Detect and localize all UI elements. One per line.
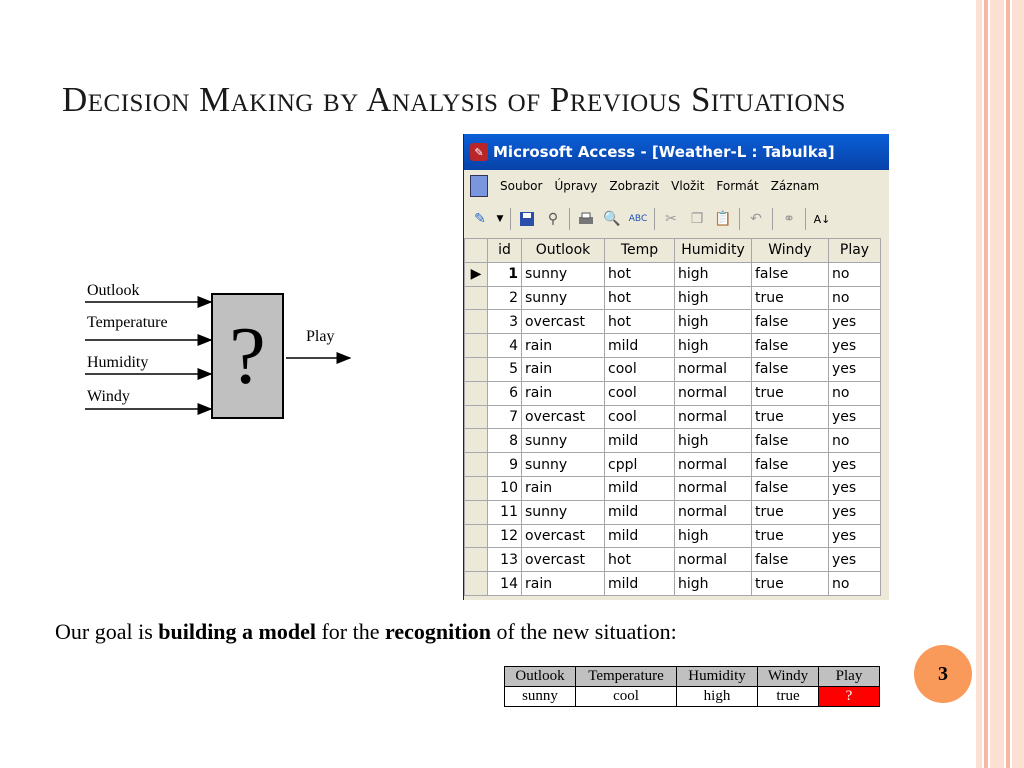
id-cell[interactable]: 2 xyxy=(488,286,522,310)
menu-upravy[interactable]: Úpravy xyxy=(554,179,598,193)
column-header[interactable]: Play xyxy=(829,239,881,263)
table-cell[interactable]: no xyxy=(829,572,881,596)
table-cell[interactable]: sunny xyxy=(522,453,605,477)
table-cell[interactable]: yes xyxy=(829,453,881,477)
id-cell[interactable]: 12 xyxy=(488,524,522,548)
row-selector[interactable] xyxy=(465,572,488,596)
table-cell[interactable]: high xyxy=(675,262,752,286)
table-row[interactable] xyxy=(465,476,881,500)
table-cell[interactable]: high xyxy=(675,310,752,334)
table-cell[interactable]: overcast xyxy=(522,405,605,429)
table-cell[interactable]: mild xyxy=(605,524,675,548)
input-label-outlook: Outlook xyxy=(87,282,140,299)
row-selector[interactable] xyxy=(465,405,488,429)
table-cell[interactable]: sunny xyxy=(522,500,605,524)
table-cell[interactable]: normal xyxy=(675,381,752,405)
menu-format[interactable]: Formát xyxy=(716,179,759,193)
table-row[interactable] xyxy=(465,286,881,310)
goal-emphasis: building a model xyxy=(158,619,316,644)
page-number-badge: 3 xyxy=(914,645,972,703)
row-selector[interactable] xyxy=(465,381,488,405)
table-cell[interactable]: yes xyxy=(829,524,881,548)
goal-text: for the xyxy=(315,619,386,644)
access-app-icon[interactable]: ✎ xyxy=(470,143,488,161)
table-cell[interactable]: no xyxy=(829,381,881,405)
table-row[interactable] xyxy=(465,334,881,358)
search-icon[interactable]: ⚲ xyxy=(547,211,559,227)
table-row[interactable] xyxy=(465,381,881,405)
table-window-icon[interactable] xyxy=(470,175,488,197)
table-cell[interactable]: overcast xyxy=(522,310,605,334)
table-cell[interactable]: cppl xyxy=(605,453,675,477)
table-cell[interactable]: rain xyxy=(522,476,605,500)
table-cell[interactable]: yes xyxy=(829,357,881,381)
toolbar-separator xyxy=(772,208,773,230)
goal-emphasis: recognition xyxy=(385,619,491,644)
table-row[interactable] xyxy=(465,429,881,453)
id-cell[interactable]: 11 xyxy=(488,500,522,524)
table-cell[interactable]: mild xyxy=(605,334,675,358)
table-cell[interactable]: false xyxy=(752,310,829,334)
output-label-play: Play xyxy=(306,328,335,345)
datasheet-grid xyxy=(464,238,881,596)
table-cell[interactable]: false xyxy=(752,429,829,453)
goal-text: Our goal is xyxy=(55,619,159,644)
goal-sentence xyxy=(55,619,677,645)
id-cell[interactable]: 3 xyxy=(488,310,522,334)
table-row[interactable] xyxy=(465,262,881,286)
row-selector[interactable] xyxy=(465,286,488,310)
query-header-row xyxy=(505,667,880,687)
table-cell[interactable]: mild xyxy=(605,429,675,453)
slide-title: Decision Making by Analysis of Previous Situations xyxy=(62,80,846,119)
table-cell[interactable]: sunny xyxy=(522,262,605,286)
query-header: Windy xyxy=(758,667,819,687)
table-cell[interactable]: rain xyxy=(522,572,605,596)
column-header[interactable]: Temp xyxy=(605,239,675,263)
menu-soubor[interactable]: Soubor xyxy=(500,179,543,193)
toolbar-separator xyxy=(739,208,740,230)
id-cell[interactable]: 7 xyxy=(488,405,522,429)
input-label-temperature: Temperature xyxy=(87,314,168,331)
black-box: ? xyxy=(211,293,284,419)
query-unknown-play: ? xyxy=(819,687,880,707)
row-selector[interactable] xyxy=(465,334,488,358)
toolbar xyxy=(464,202,889,236)
row-selector[interactable]: ▶ xyxy=(465,262,488,286)
row-selector[interactable] xyxy=(465,476,488,500)
table-cell[interactable]: true xyxy=(752,381,829,405)
column-header[interactable]: Windy xyxy=(752,239,829,263)
id-cell[interactable]: 8 xyxy=(488,429,522,453)
table-cell[interactable]: false xyxy=(752,357,829,381)
table-cell[interactable]: high xyxy=(675,286,752,310)
table-cell[interactable]: mild xyxy=(605,572,675,596)
toolbar-separator xyxy=(654,208,655,230)
id-cell[interactable]: 9 xyxy=(488,453,522,477)
id-cell[interactable]: 5 xyxy=(488,357,522,381)
row-selector[interactable] xyxy=(465,524,488,548)
query-value: high xyxy=(677,687,758,707)
table-cell[interactable]: yes xyxy=(829,476,881,500)
black-box-diagram xyxy=(80,280,370,430)
menu-bar xyxy=(464,170,889,202)
menu-zobrazit[interactable]: Zobrazit xyxy=(609,179,660,193)
table-row[interactable] xyxy=(465,524,881,548)
decor-stripe xyxy=(984,0,988,768)
table-cell[interactable]: sunny xyxy=(522,429,605,453)
table-row[interactable] xyxy=(465,500,881,524)
dropdown-arrow-icon[interactable]: ▼ xyxy=(496,214,504,224)
table-row[interactable] xyxy=(465,548,881,572)
table-cell[interactable]: high xyxy=(675,334,752,358)
table-cell[interactable]: no xyxy=(829,429,881,453)
query-header: Temperature xyxy=(576,667,677,687)
query-value: cool xyxy=(576,687,677,707)
query-value-row xyxy=(505,687,880,707)
row-selector[interactable] xyxy=(465,357,488,381)
print-preview-icon[interactable]: 🔍 xyxy=(603,211,621,227)
table-cell[interactable]: cool xyxy=(605,357,675,381)
table-cell[interactable]: sunny xyxy=(522,286,605,310)
table-cell[interactable]: mild xyxy=(605,476,675,500)
table-cell[interactable]: yes xyxy=(829,405,881,429)
table-cell[interactable]: overcast xyxy=(522,548,605,572)
window-title: Microsoft Access - [Weather-L : Tabulka] xyxy=(493,143,835,161)
table-cell[interactable]: true xyxy=(752,500,829,524)
table-cell[interactable]: rain xyxy=(522,381,605,405)
table-cell[interactable]: yes xyxy=(829,334,881,358)
table-cell[interactable]: true xyxy=(752,524,829,548)
undo-icon[interactable]: ↶ xyxy=(750,211,762,227)
paste-icon[interactable]: 📋 xyxy=(714,211,732,227)
id-cell[interactable]: 4 xyxy=(488,334,522,358)
hyperlink-icon[interactable]: ⚭ xyxy=(783,211,795,227)
query-header: Play xyxy=(819,667,880,687)
id-cell[interactable]: 10 xyxy=(488,476,522,500)
column-header[interactable]: Humidity xyxy=(675,239,752,263)
print-icon[interactable] xyxy=(576,209,596,229)
cut-icon[interactable]: ✂ xyxy=(665,211,677,227)
table-row[interactable] xyxy=(465,310,881,334)
table-cell[interactable]: no xyxy=(829,262,881,286)
column-header[interactable]: Outlook xyxy=(522,239,605,263)
access-window xyxy=(463,134,889,600)
grid-header-row xyxy=(465,239,881,263)
table-cell[interactable]: hot xyxy=(605,548,675,572)
save-icon[interactable] xyxy=(517,209,537,229)
id-cell[interactable]: 1 xyxy=(488,262,522,286)
decor-stripe xyxy=(990,0,1004,768)
table-cell[interactable]: hot xyxy=(605,262,675,286)
id-cell[interactable]: 6 xyxy=(488,381,522,405)
table-cell[interactable]: false xyxy=(752,262,829,286)
query-table xyxy=(504,666,880,707)
sort-icon[interactable]: A↓ xyxy=(813,212,831,226)
row-selector[interactable] xyxy=(465,500,488,524)
query-value: true xyxy=(758,687,819,707)
decor-stripe xyxy=(1006,0,1010,768)
menu-zaznam[interactable]: Záznam xyxy=(770,179,820,193)
table-cell[interactable]: rain xyxy=(522,357,605,381)
table-cell[interactable]: true xyxy=(752,572,829,596)
table-cell[interactable]: yes xyxy=(829,548,881,572)
table-cell[interactable]: false xyxy=(752,453,829,477)
table-cell[interactable]: normal xyxy=(675,476,752,500)
table-cell[interactable]: cool xyxy=(605,381,675,405)
row-selector[interactable] xyxy=(465,310,488,334)
toolbar-separator xyxy=(569,208,570,230)
table-cell[interactable]: false xyxy=(752,334,829,358)
menu-vlozit[interactable]: Vložit xyxy=(671,179,705,193)
table-cell[interactable]: normal xyxy=(675,548,752,572)
table-cell[interactable]: hot xyxy=(605,286,675,310)
table-cell[interactable]: normal xyxy=(675,357,752,381)
input-label-windy: Windy xyxy=(87,388,130,405)
table-cell[interactable]: false xyxy=(752,476,829,500)
query-header: Humidity xyxy=(677,667,758,687)
window-titlebar[interactable] xyxy=(464,134,889,170)
table-row[interactable] xyxy=(465,405,881,429)
toolbar-separator xyxy=(510,208,511,230)
table-cell[interactable]: high xyxy=(675,572,752,596)
table-cell[interactable]: true xyxy=(752,286,829,310)
id-cell[interactable]: 13 xyxy=(488,548,522,572)
table-cell[interactable]: high xyxy=(675,524,752,548)
row-selector[interactable] xyxy=(465,548,488,572)
table-row[interactable] xyxy=(465,453,881,477)
table-cell[interactable]: no xyxy=(829,286,881,310)
id-cell[interactable]: 14 xyxy=(488,572,522,596)
table-cell[interactable]: yes xyxy=(829,310,881,334)
table-cell[interactable]: normal xyxy=(675,453,752,477)
table-cell[interactable]: normal xyxy=(675,500,752,524)
table-cell[interactable]: rain xyxy=(522,334,605,358)
table-cell[interactable]: overcast xyxy=(522,524,605,548)
column-header[interactable]: id xyxy=(488,239,522,263)
table-cell[interactable]: false xyxy=(752,548,829,572)
query-value: sunny xyxy=(505,687,576,707)
table-row[interactable] xyxy=(465,572,881,596)
table-cell[interactable]: high xyxy=(675,429,752,453)
input-label-humidity: Humidity xyxy=(87,354,149,371)
table-cell[interactable]: cool xyxy=(605,405,675,429)
row-selector-header[interactable] xyxy=(465,239,488,263)
table-cell[interactable]: hot xyxy=(605,310,675,334)
table-row[interactable] xyxy=(465,357,881,381)
table-cell[interactable]: mild xyxy=(605,500,675,524)
table-cell[interactable]: true xyxy=(752,405,829,429)
row-selector[interactable] xyxy=(465,429,488,453)
spellcheck-icon[interactable]: ABC xyxy=(628,214,648,224)
decor-stripe xyxy=(1012,0,1024,768)
row-selector[interactable] xyxy=(465,453,488,477)
table-cell[interactable]: yes xyxy=(829,500,881,524)
goal-text: of the new situation: xyxy=(490,619,677,644)
query-header: Outlook xyxy=(505,667,576,687)
table-cell[interactable]: normal xyxy=(675,405,752,429)
toolbar-separator xyxy=(805,208,806,230)
copy-icon[interactable]: ❐ xyxy=(690,211,704,227)
design-view-icon[interactable]: ✎ xyxy=(474,211,486,227)
